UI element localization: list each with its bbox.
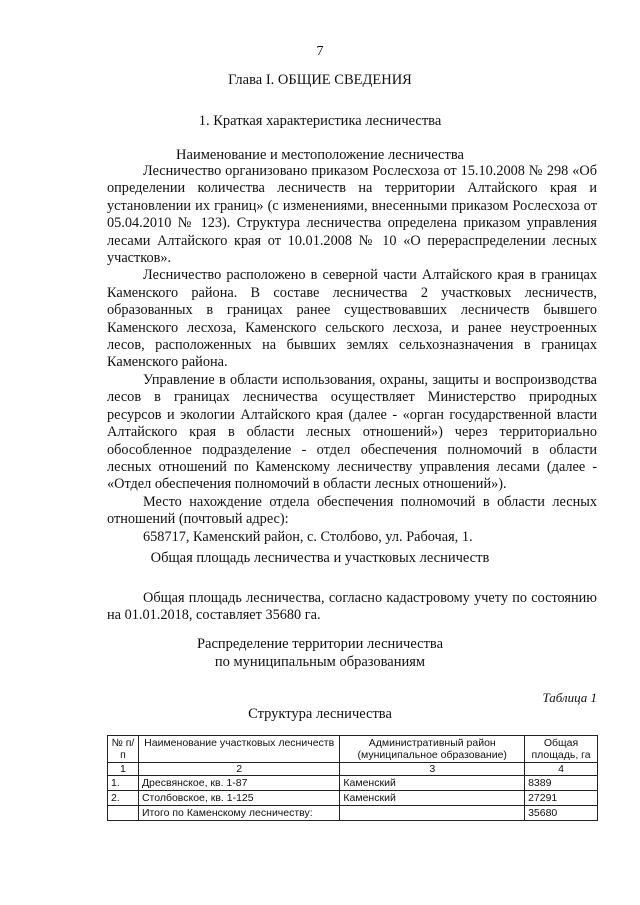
table-row	[108, 791, 598, 806]
column-number: 2	[138, 763, 339, 776]
address-paragraph: 658717, Каменский район, с. Столбово, ул. Рабочая, 1.	[143, 528, 473, 545]
total-value: 35680	[525, 806, 598, 821]
table-cell: 1.	[108, 776, 139, 791]
area-text	[107, 590, 597, 625]
paragraph: Место нахождение отдела обеспечения полномочий в области лесных отношений (почтовый адрес):	[107, 493, 597, 528]
column-number-row	[108, 763, 598, 776]
table-cell: Дресвянское, кв. 1-87	[138, 776, 339, 791]
page-number: 7	[316, 44, 324, 59]
table-caption: Таблица 1	[542, 690, 597, 705]
table-cell: Каменский	[340, 791, 525, 806]
paragraph: Управление в области использования, охраны, защиты и воспроизводства лесов в границах лесничества осуществляет Министерство природных ресурсов и экологии Алтайского края (далее - «орган государственной власти Алтайского края в области лесных отношений») через территориально обособленное подразделение - отдел обеспечения полномочий в области лесных отношений по Каменскому лесничеству управления лесами (далее - «Отдел обеспечения полномочий в области лесных отношений»).	[107, 371, 597, 493]
table-total-row	[108, 806, 598, 821]
table-cell: 27291	[525, 791, 598, 806]
distribution-heading: Распределение территории лесничества	[196, 636, 444, 652]
column-number: 4	[525, 763, 598, 776]
column-number: 3	[340, 763, 525, 776]
total-label: Итого по Каменскому лесничеству:	[138, 806, 339, 821]
table-cell: 8389	[525, 776, 598, 791]
chapter-title: Глава I. ОБЩИЕ СВЕДЕНИЯ	[228, 72, 412, 88]
table-cell: 2.	[108, 791, 139, 806]
paragraph: Лесничество организовано приказом Рослесхоза от 15.10.2008 № 298 «Об определении количества лесничеств на территории Алтайского края и установлении их границ» (с изменениями, внесенными приказом Рослесхоза от 05.04.2010 № 123). Структура лесничества определена приказом управления лесами Алтайского края от 10.01.2008 № 10 «О перераспределении лесных участков».	[107, 163, 597, 267]
table-cell: Каменский	[340, 776, 525, 791]
table-cell	[340, 806, 525, 821]
distribution-heading-line2: по муниципальным образованиям	[214, 654, 426, 670]
subsection-title: Наименование и местоположение лесничества	[176, 147, 464, 163]
paragraph: Лесничество расположено в северной части Алтайского края в границах Каменского района. В составе лесничества 2 участковых лесничеств, образованных в границах ранее существовавших лесничеств бывшего Каменского лесхоза, Каменского сельского лесхоза, и ранее неустроенных лесов, расположенных на бывших землях сельхозназначения в границах Каменского района.	[107, 267, 597, 371]
paragraph: Общая площадь лесничества, согласно кадастровому учету по состоянию на 01.01.2018, составляет 35680 га.	[107, 590, 597, 624]
body-text	[107, 163, 597, 546]
table-header-row	[108, 736, 598, 763]
table-row	[108, 776, 598, 791]
column-header: Административный район (муниципальное образование)	[340, 736, 525, 763]
column-header: № п/п	[108, 736, 139, 763]
table-cell	[108, 806, 139, 821]
structure-table	[107, 735, 598, 821]
table-title: Структура лесничества	[248, 706, 392, 722]
table-cell: Столбовское, кв. 1-125	[138, 791, 339, 806]
area-heading: Общая площадь лесничества и участковых лесничеств	[150, 550, 490, 566]
column-number: 1	[108, 763, 139, 776]
column-header: Наименование участковых лесничеств	[138, 736, 339, 763]
column-header: Общая площадь, га	[525, 736, 598, 763]
section-title: 1. Краткая характеристика лесничества	[198, 113, 442, 129]
